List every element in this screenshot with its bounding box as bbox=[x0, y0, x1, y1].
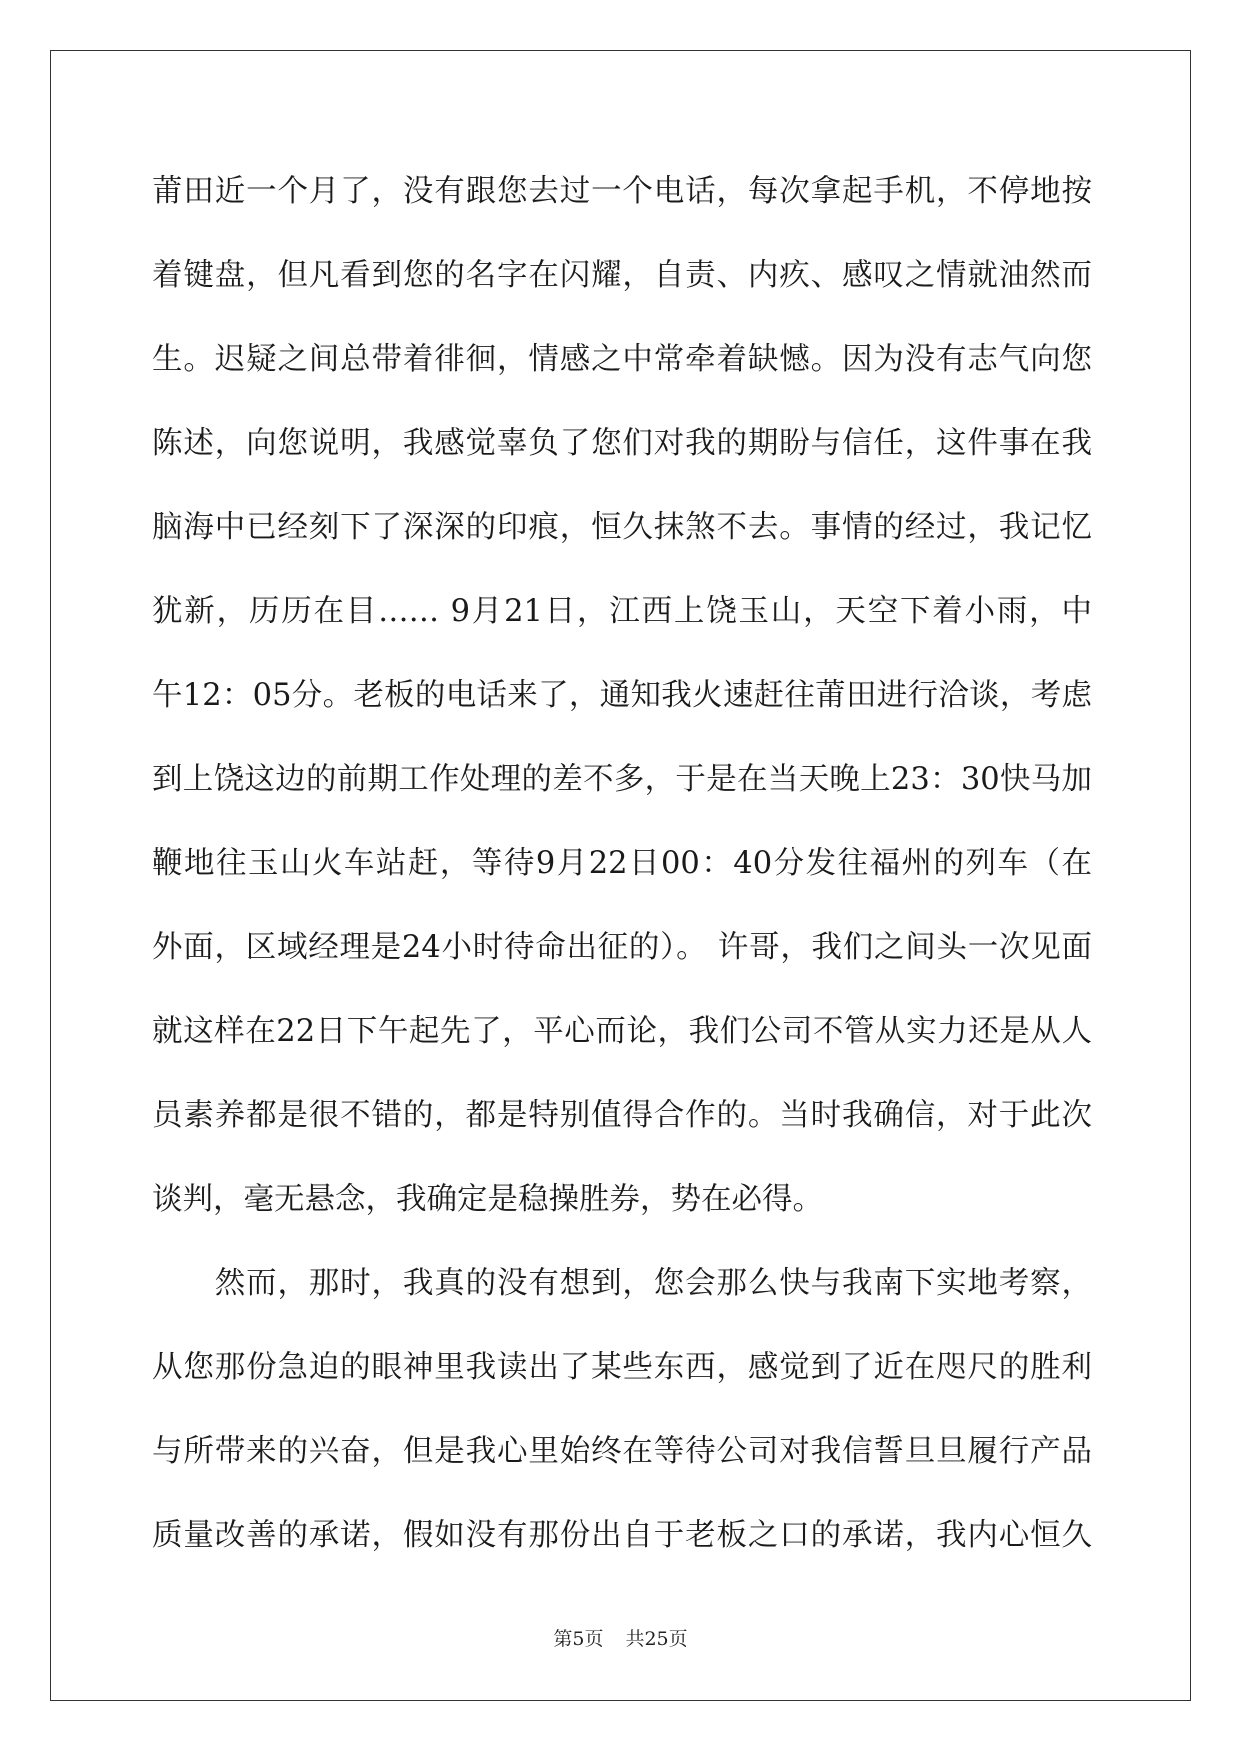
text-line: 就这样在22日下午起先了，平心而论，我们公司不管从实力还是从人 bbox=[152, 1014, 1092, 1049]
text-line: 质量改善的承诺，假如没有那份出自于老板之口的承诺，我内心恒久 bbox=[152, 1518, 1092, 1553]
text-line: 从您那份急迫的眼神里我读出了某些东西，感觉到了近在咫尺的胜利 bbox=[152, 1350, 1092, 1385]
page-number: 第5页 bbox=[553, 1628, 604, 1650]
page-total: 共25页 bbox=[625, 1628, 688, 1650]
document-body bbox=[152, 162, 1092, 1590]
text-line: 鞭地往玉山火车站赶，等待9月22日00：40分发往福州的列车（在 bbox=[152, 846, 1092, 881]
text-line: 然而，那时，我真的没有想到，您会那么快与我南下实地考察， bbox=[152, 1266, 1092, 1301]
text-line: 午12：05分。老板的电话来了，通知我火速赶往莆田进行洽谈，考虑 bbox=[152, 678, 1092, 713]
text-line: 谈判，毫无悬念，我确定是稳操胜券，势在必得。 bbox=[152, 1182, 823, 1217]
text-line: 到上饶这边的前期工作处理的差不多，于是在当天晚上23：30快马加 bbox=[152, 762, 1092, 797]
text-line: 与所带来的兴奋，但是我心里始终在等待公司对我信誓旦旦履行产品 bbox=[152, 1434, 1092, 1469]
text-line: 脑海中已经刻下了深深的印痕，恒久抹煞不去。事情的经过，我记忆 bbox=[152, 510, 1092, 545]
text-line: 犹新，历历在目…… 9月21日，江西上饶玉山，天空下着小雨，中 bbox=[152, 594, 1092, 629]
text-line: 员素养都是很不错的，都是特别值得合作的。当时我确信，对于此次 bbox=[152, 1098, 1092, 1133]
page-footer bbox=[0, 1624, 1241, 1651]
text-line: 生。迟疑之间总带着徘徊，情感之中常牵着缺憾。因为没有志气向您 bbox=[152, 342, 1092, 377]
text-line: 外面，区域经理是24小时待命出征的）。 许哥，我们之间头一次见面 bbox=[152, 930, 1092, 965]
text-line: 莆田近一个月了，没有跟您去过一个电话，每次拿起手机，不停地按 bbox=[152, 174, 1092, 209]
text-line: 陈述，向您说明，我感觉辜负了您们对我的期盼与信任，这件事在我 bbox=[152, 426, 1092, 461]
text-line: 着键盘，但凡看到您的名字在闪耀，自责、内疚、感叹之情就油然而 bbox=[152, 258, 1092, 293]
